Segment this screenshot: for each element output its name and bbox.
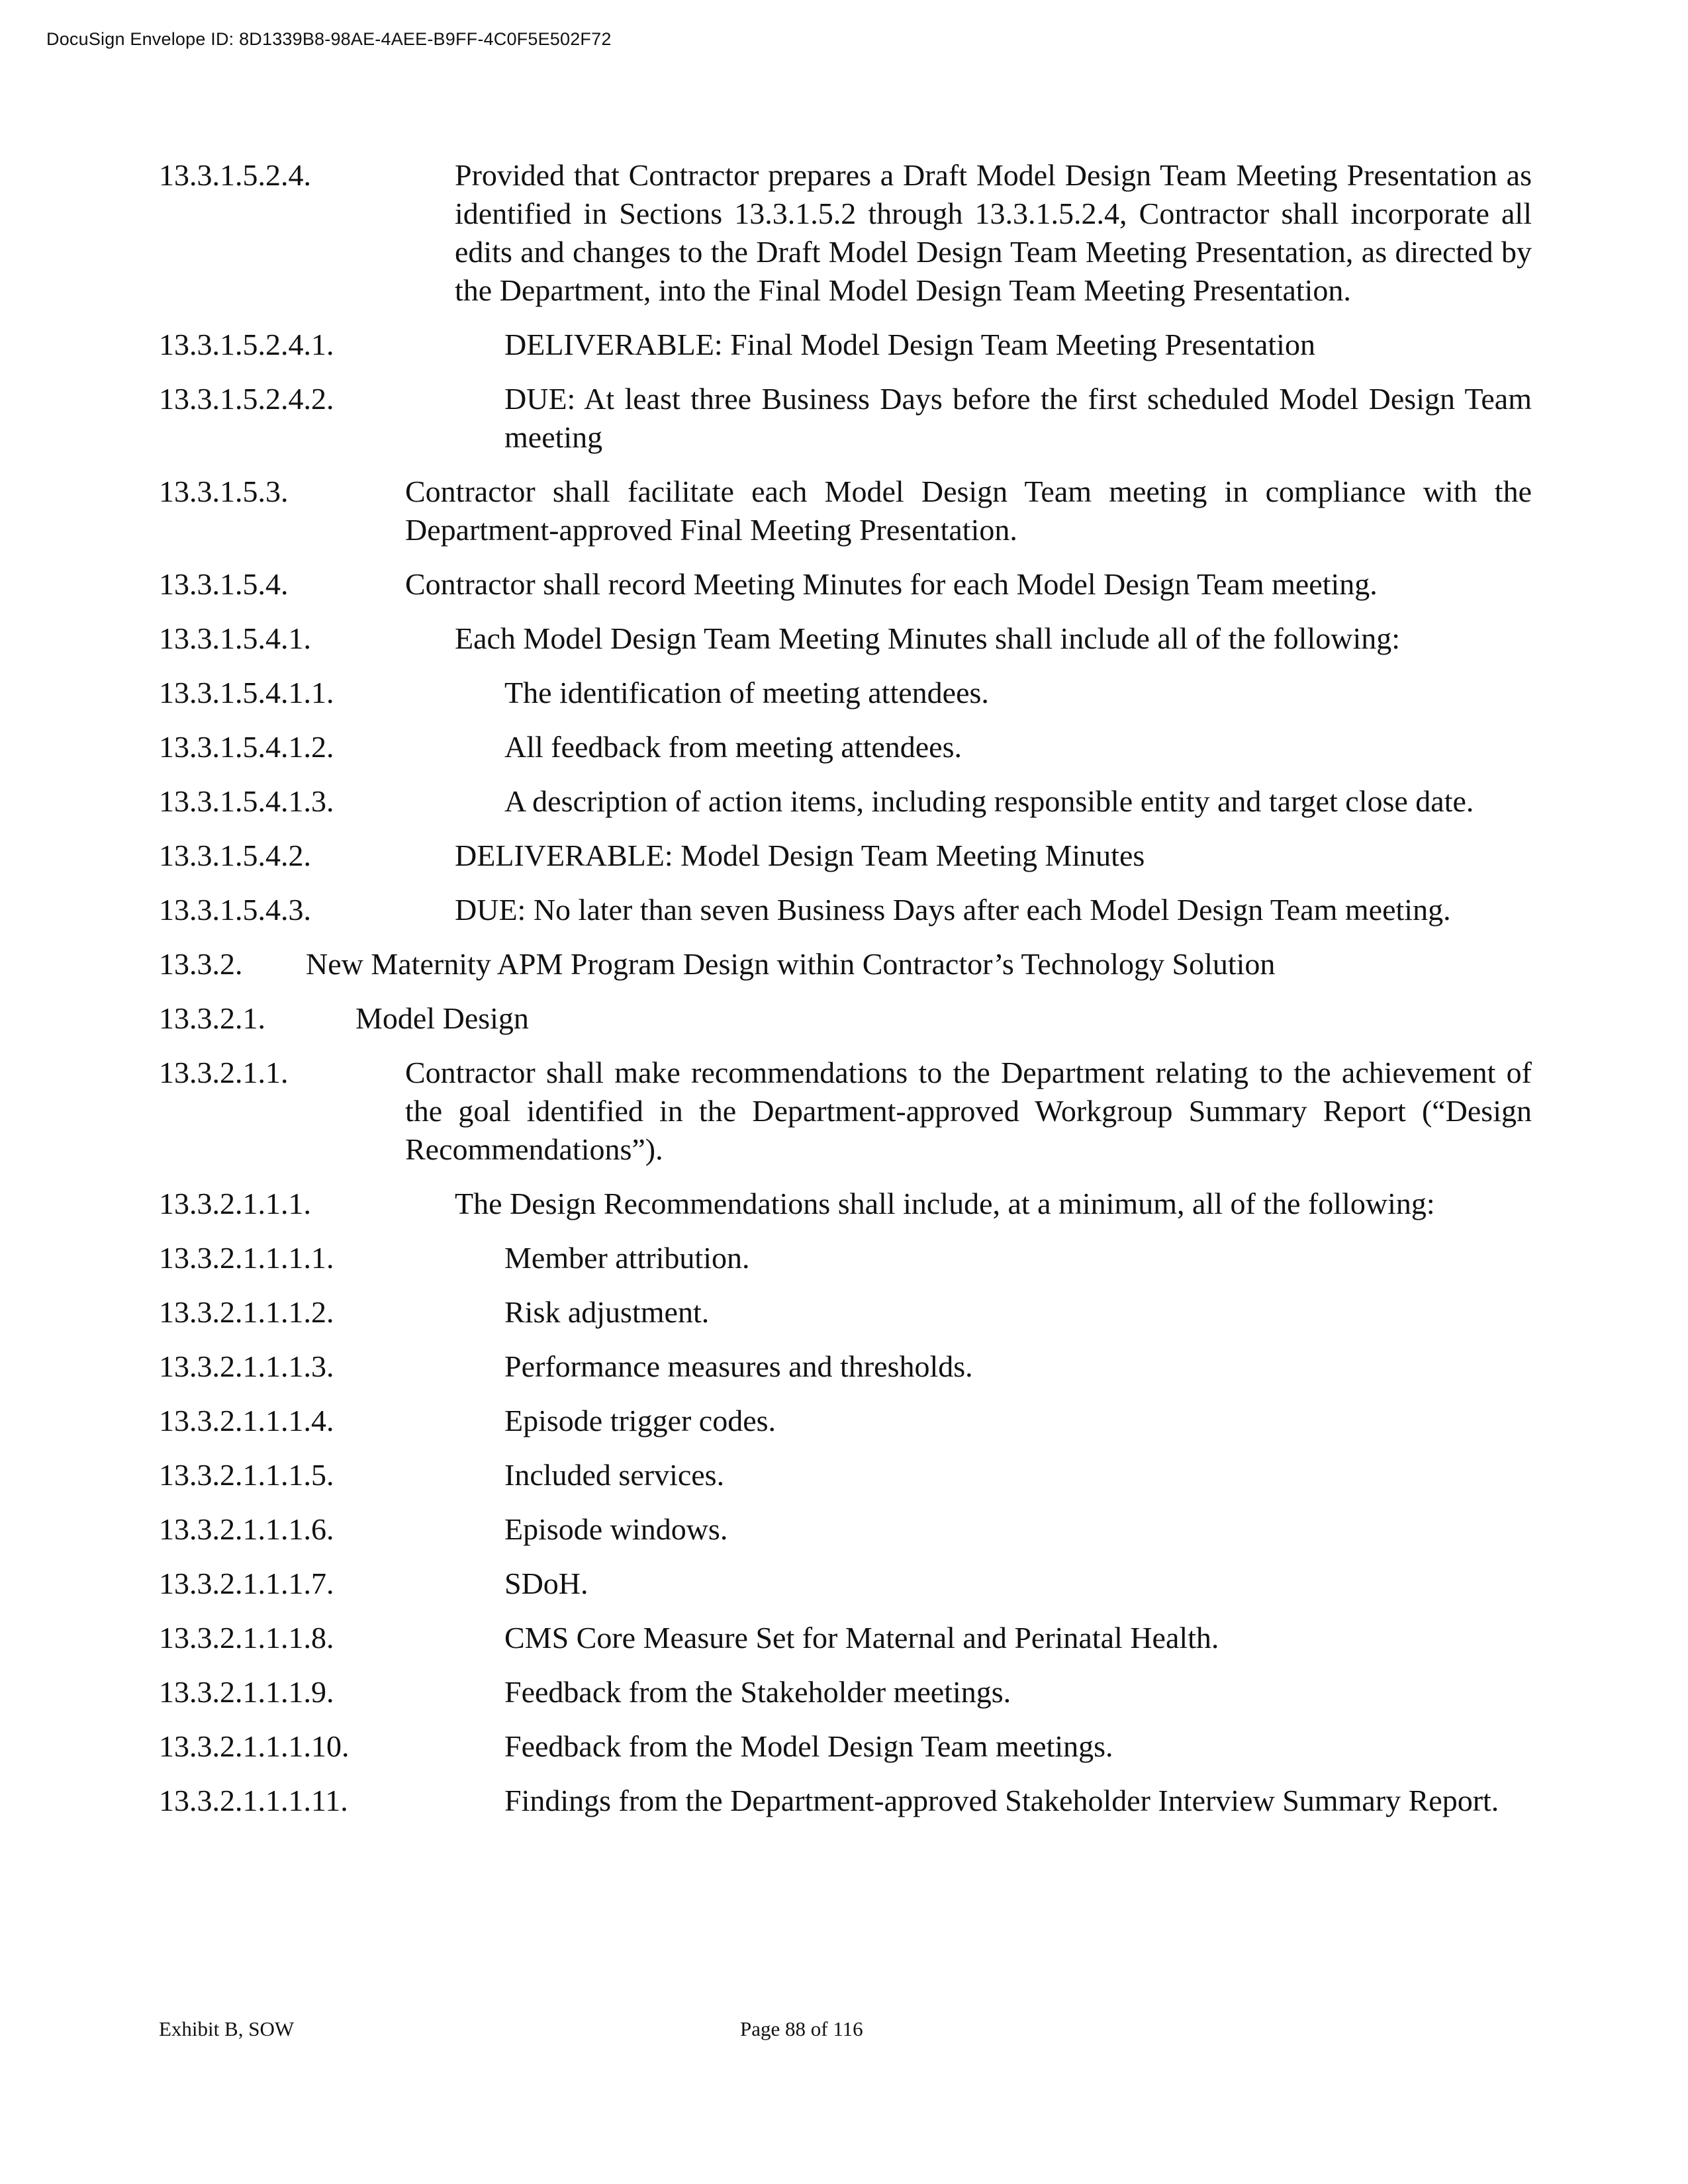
section-text: Feedback from the Stakeholder meetings. (504, 1675, 1011, 1709)
section-number: 13.3.2.1.1.1.10. (159, 1729, 350, 1763)
section-text: DELIVERABLE: Model Design Team Meeting Minutes (455, 839, 1145, 872)
section-number: 13.3.2.1.1.1.11. (159, 1784, 348, 1817)
section-paragraph (159, 1727, 1532, 1766)
section-text: Provided that Contractor prepares a Draft Model Design Team Meeting Presentation as identified in Sections 13.3.1.5.2 through 13.3.1.5.2.4, Contractor shall incorporate all edits and changes to the Draft Model Design Team Meeting Presentation, as directed by the Department, into the Final Model Design Team Meeting Presentation. (455, 158, 1532, 307)
section-number: 13.3.2.1.1.1. (159, 1187, 311, 1220)
section-number: 13.3.2.1.1.1.2. (159, 1295, 334, 1329)
section-text: Contractor shall facilitate each Model Design Team meeting in compliance with the Department-approved Final Meeting Presentation. (405, 475, 1532, 547)
section-paragraph (159, 837, 1532, 875)
section-paragraph (159, 1456, 1532, 1494)
section-number: 13.3.1.5.4.1.3. (159, 784, 334, 818)
section-number: 13.3.2.1.1. (159, 1056, 289, 1089)
section-number: 13.3.1.5.4.1. (159, 621, 311, 655)
section-paragraph (159, 1185, 1532, 1223)
section-number: 13.3.2.1.1.1.1. (159, 1241, 334, 1275)
section-number: 13.3.2.1. (159, 1001, 265, 1035)
section-paragraph (159, 156, 1532, 310)
section-paragraph (159, 1673, 1532, 1711)
section-paragraph (159, 326, 1532, 364)
section-text: Feedback from the Model Design Team meetings. (504, 1729, 1113, 1763)
footer-document-name: Exhibit B, SOW (159, 2017, 295, 2040)
section-paragraph (159, 1565, 1532, 1603)
page-number: Page 88 of 116 (740, 2017, 863, 2040)
section-text: All feedback from meeting attendees. (504, 730, 962, 764)
section-text: Episode windows. (504, 1512, 728, 1546)
section-text: CMS Core Measure Set for Maternal and Perinatal Health. (504, 1621, 1219, 1655)
section-paragraph (159, 1054, 1532, 1169)
section-number: 13.3.1.5.4.3. (159, 893, 311, 927)
section-paragraph (159, 782, 1532, 821)
section-paragraph (159, 1782, 1532, 1820)
section-number: 13.3.2.1.1.1.8. (159, 1621, 334, 1655)
section-paragraph (159, 1510, 1532, 1549)
section-number: 13.3.2.1.1.1.9. (159, 1675, 334, 1709)
section-text: The identification of meeting attendees. (504, 676, 989, 709)
envelope-id: DocuSign Envelope ID: 8D1339B8-98AE-4AEE-B9FF-4C0F5E502F72 (46, 29, 612, 49)
section-text: DUE: No later than seven Business Days after each Model Design Team meeting. (455, 893, 1451, 927)
section-paragraph (159, 674, 1532, 712)
section-number: 13.3.2.1.1.1.6. (159, 1512, 334, 1546)
section-text: Member attribution. (504, 1241, 750, 1275)
section-paragraph (159, 1239, 1532, 1277)
section-paragraph (159, 999, 1532, 1038)
section-number: 13.3.1.5.4.1.1. (159, 676, 334, 709)
section-text: New Maternity APM Program Design within Contractor’s Technology Solution (306, 947, 1276, 981)
section-text: Contractor shall make recommendations to the Department relating to the achievement of the goal identified in the Department-approved Workgroup Summary Report (“Design Recommendations”). (405, 1056, 1532, 1166)
section-text: DELIVERABLE: Final Model Design Team Meeting Presentation (504, 328, 1315, 361)
section-number: 13.3.1.5.2.4.2. (159, 382, 334, 416)
section-text: Contractor shall record Meeting Minutes for each Model Design Team meeting. (405, 567, 1378, 601)
section-text: Risk adjustment. (504, 1295, 710, 1329)
section-number: 13.3.2.1.1.1.7. (159, 1567, 334, 1600)
section-number: 13.3.2.1.1.1.3. (159, 1349, 334, 1383)
section-paragraph (159, 728, 1532, 766)
section-paragraph (159, 1402, 1532, 1440)
section-text: The Design Recommendations shall include, at a minimum, all of the following: (455, 1187, 1435, 1220)
section-paragraph (159, 1293, 1532, 1332)
section-paragraph (159, 1619, 1532, 1657)
section-number: 13.3.1.5.4. (159, 567, 289, 601)
section-text: A description of action items, including responsible entity and target close date. (504, 784, 1474, 818)
section-number: 13.3.2. (159, 947, 243, 981)
section-text: Findings from the Department-approved Stakeholder Interview Summary Report. (504, 1784, 1499, 1817)
section-paragraph (159, 619, 1532, 658)
section-paragraph (159, 945, 1532, 983)
section-text: Included services. (504, 1458, 725, 1492)
section-text: Episode trigger codes. (504, 1404, 776, 1437)
section-text: Each Model Design Team Meeting Minutes shall include all of the following: (455, 621, 1401, 655)
section-paragraph (159, 380, 1532, 457)
section-paragraph (159, 1347, 1532, 1386)
section-text: SDoH. (504, 1567, 588, 1600)
section-text: Model Design (355, 1001, 529, 1035)
section-number: 13.3.2.1.1.1.5. (159, 1458, 334, 1492)
section-paragraph (159, 473, 1532, 549)
section-paragraph (159, 565, 1532, 604)
section-number: 13.3.1.5.3. (159, 475, 289, 508)
section-number: 13.3.1.5.2.4.1. (159, 328, 334, 361)
document-body (159, 156, 1532, 1836)
section-text: Performance measures and thresholds. (504, 1349, 973, 1383)
section-paragraph (159, 891, 1532, 929)
section-number: 13.3.2.1.1.1.4. (159, 1404, 334, 1437)
section-number: 13.3.1.5.4.1.2. (159, 730, 334, 764)
section-text: DUE: At least three Business Days before the first scheduled Model Design Team meeting (504, 382, 1532, 454)
section-number: 13.3.1.5.2.4. (159, 158, 311, 192)
section-number: 13.3.1.5.4.2. (159, 839, 311, 872)
